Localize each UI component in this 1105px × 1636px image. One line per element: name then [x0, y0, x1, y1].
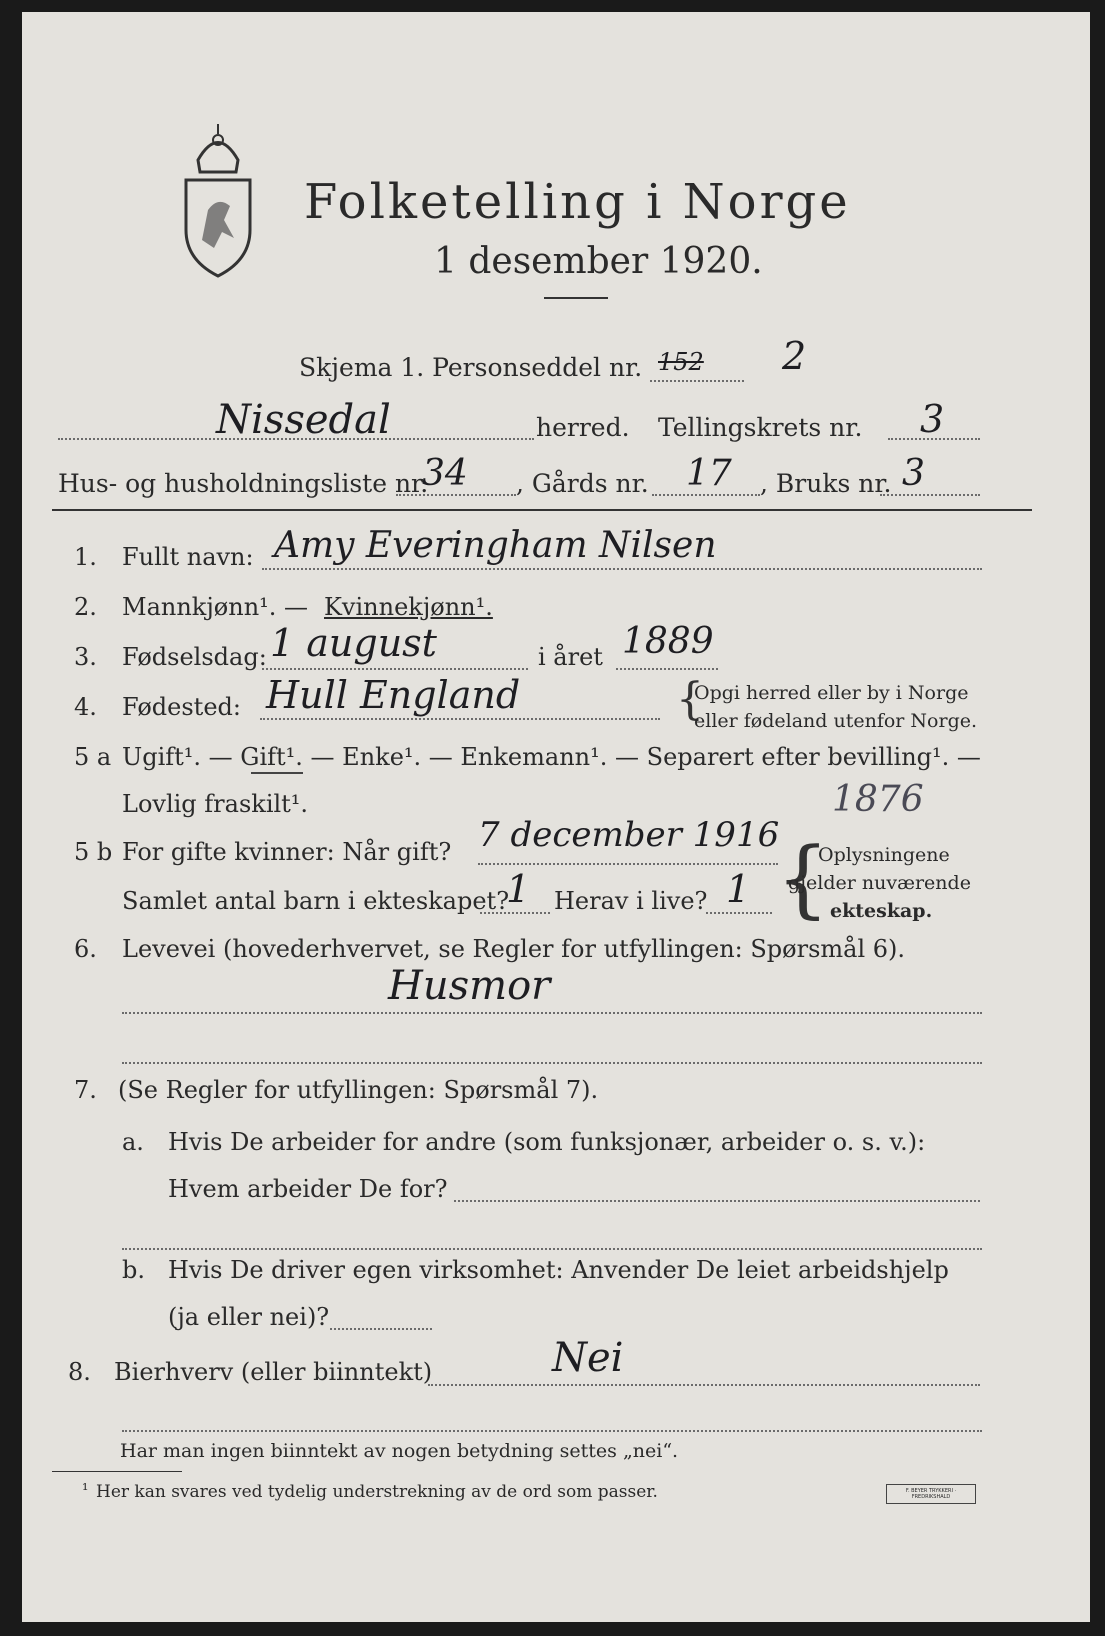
printer-stamp-text: F. BEYER TRYKKERI · FREDRIKSHALD — [905, 1488, 957, 1500]
q7-label: (Se Regler for utfyllingen: Spørsmål 7). — [118, 1076, 599, 1104]
q7a-letter: a. — [122, 1128, 144, 1156]
gards-label: , Gårds nr. — [516, 469, 649, 498]
q7a-line2: Hvem arbeider De for? — [168, 1175, 448, 1203]
q2-male-option: Mannkjønn¹. — — [122, 593, 309, 621]
q5a-number: 5 a — [74, 743, 112, 771]
q3-field-line — [262, 668, 528, 670]
bruks-value: 3 — [902, 453, 925, 494]
q3-year-field-line — [616, 668, 718, 670]
q5b-note-line3: ekteskap. — [830, 900, 933, 922]
q4-number: 4. — [74, 693, 97, 721]
q5a-options: Ugift¹. — Gift¹. — Enke¹. — Enkemann¹. — Separert efter bevilling¹. — — [122, 743, 981, 771]
q7a-field-line-1 — [454, 1200, 980, 1202]
gards-field-line — [652, 494, 760, 496]
tellingskrets-value: 3 — [920, 397, 945, 441]
q3-number: 3. — [74, 643, 97, 671]
q6-field-line-2 — [122, 1062, 982, 1064]
occupation-value: Husmor — [388, 963, 551, 1009]
q7b-line1: Hvis De driver egen virksomhet: Anvender De leiet arbeidshjelp — [168, 1256, 949, 1284]
bruks-label: , Bruks nr. — [760, 469, 892, 498]
q5b-children-field-line — [480, 912, 550, 914]
children-living-value: 1 — [726, 867, 751, 911]
q2-female-option: Kvinnekjønn¹. — [324, 593, 493, 621]
children-total-value: 1 — [506, 867, 531, 911]
q6-label: Levevei (hovederhvervet, se Regler for utfyllingen: Spørsmål 6). — [122, 935, 906, 963]
header-divider — [52, 509, 1032, 511]
coat-of-arms-icon — [178, 120, 258, 280]
herred-label: herred. — [536, 413, 630, 442]
q5b-children-label: Samlet antal barn i ekteskapet? — [122, 887, 510, 915]
hus-label: Hus- og husholdningsliste nr. — [58, 469, 429, 498]
q1-label: Fullt navn: — [122, 543, 254, 571]
census-form — [22, 12, 1090, 1622]
printer-stamp — [886, 1484, 976, 1504]
q5b-note-line1: Oplysningene — [818, 844, 950, 866]
q4-note-line2: eller fødeland utenfor Norge. — [694, 710, 978, 732]
personseddel-struck-value: 152 — [658, 348, 704, 376]
q1-field-line — [262, 568, 982, 570]
footnote-text: Her kan svares ved tydelig understrekning av de ord som passer. — [96, 1482, 658, 1502]
marriage-date-value: 7 december 1916 — [478, 815, 780, 855]
q4-brace: { — [676, 674, 704, 725]
form-title: Folketelling i Norge — [304, 174, 851, 230]
birthplace-value: Hull England — [266, 673, 521, 717]
q8-field-line-2 — [122, 1430, 982, 1432]
q6-number: 6. — [74, 935, 97, 963]
personseddel-field-line — [650, 380, 744, 382]
personseddel-value: 2 — [782, 334, 807, 378]
q5b-number: 5 b — [74, 838, 113, 866]
q5b-brace: { — [776, 829, 830, 927]
herred-value: Nissedal — [216, 397, 391, 443]
q2-number: 2. — [74, 593, 97, 621]
q5b-note-line2: gjelder nuværende — [788, 872, 971, 894]
q3-year-label: i året — [538, 643, 603, 671]
hus-field-line — [396, 494, 516, 496]
q1-number: 1. — [74, 543, 97, 571]
skjema-label: Skjema 1. Personseddel nr. — [299, 353, 643, 382]
census-date: 1 desember 1920. — [434, 241, 763, 282]
q8-number: 8. — [68, 1358, 91, 1386]
hus-value: 34 — [422, 453, 468, 494]
q5b-living-field-line — [706, 912, 772, 914]
q6-field-line-1 — [122, 1012, 982, 1014]
full-name-value: Amy Everingham Nilsen — [274, 525, 717, 566]
q7a-field-line-2 — [122, 1248, 982, 1250]
birth-year-value: 1889 — [622, 621, 714, 662]
q4-label: Fødested: — [122, 693, 241, 721]
secondary-income-value: Nei — [552, 1335, 624, 1381]
birth-date-value: 1 august — [270, 621, 437, 665]
q8-field-line — [428, 1384, 980, 1386]
q5a-line2: Lovlig fraskilt¹. — [122, 790, 309, 818]
q3-label: Fødselsdag: — [122, 643, 267, 671]
footnote-rule — [52, 1471, 182, 1472]
q4-note-line1: Opgi herred eller by i Norge — [694, 682, 969, 704]
q7b-field-line — [330, 1328, 432, 1330]
gift-underline — [251, 772, 303, 774]
q8-label: Bierhverv (eller biinntekt) — [114, 1358, 433, 1386]
bruks-field-line — [880, 494, 980, 496]
q4-field-line — [260, 718, 660, 720]
q5b-married-field-line — [478, 863, 778, 865]
margin-note: 1876 — [832, 779, 924, 820]
q5b-married-label: For gifte kvinner: Når gift? — [122, 838, 452, 866]
q7b-letter: b. — [122, 1256, 145, 1284]
q7-number: 7. — [74, 1076, 97, 1104]
title-rule — [544, 297, 608, 299]
q7a-line1: Hvis De arbeider for andre (som funksjonær, arbeider o. s. v.): — [168, 1128, 926, 1156]
footer-note: Har man ingen biinntekt av nogen betydning settes „nei“. — [120, 1440, 679, 1462]
q5b-living-label: Herav i live? — [554, 887, 708, 915]
q7b-line2: (ja eller nei)? — [168, 1303, 330, 1331]
footnote-mark: ¹ — [82, 1480, 89, 1499]
tellingskrets-label: Tellingskrets nr. — [658, 413, 863, 442]
gards-value: 17 — [686, 453, 732, 494]
